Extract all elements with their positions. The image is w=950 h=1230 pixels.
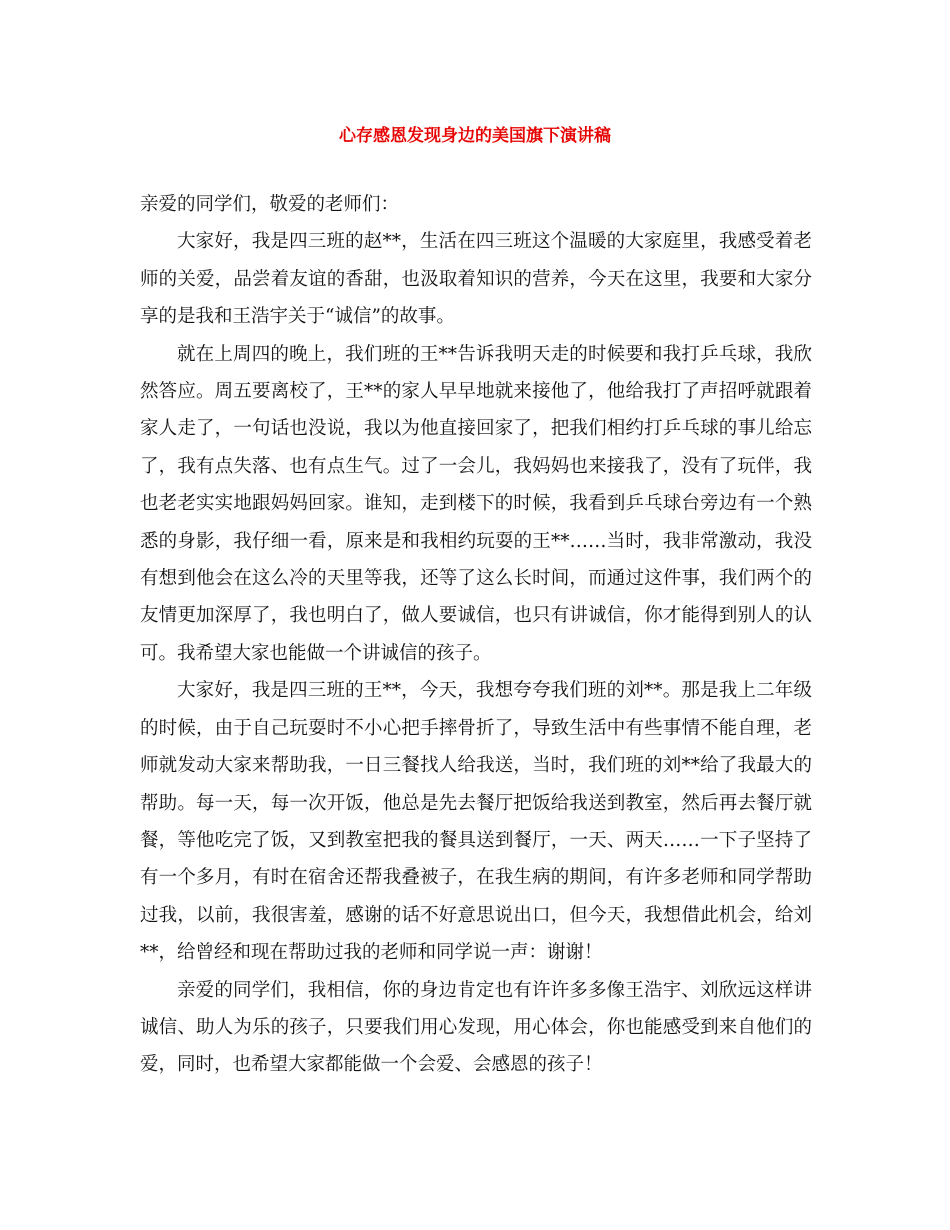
paragraph-intro: 大家好，我是四三班的赵**，生活在四三班这个温暖的大家庭里，我感受着老师的关爱，品尝着友谊的香甜，也汲取着知识的营养，今天在这里，我要和大家分享的是我和王浩宇关于“诚信”的故事。: [140, 231, 812, 328]
document-title: 心存感恩发现身边的美国旗下演讲稿: [339, 126, 611, 146]
document-body: [140, 186, 812, 1084]
paragraph-story-help: 大家好，我是四三班的王**，今天，我想夸夸我们班的刘**。那是我上二年级的时候，由于自己玩耍时不小心把手摔骨折了，导致生活中有些事情不能自理，老师就发动大家来帮助我，一日三餐找人给我送，当时，我们班的刘**给了我最大的帮助。每一天，每一次开饭，他总是先去餐厅把饭给我送到教室，然后再去餐厅就餐，等他吃完了饭，又到教室把我的餐具送到餐厅，一天、两天……一下子坚持了有一个多月，有时在宿舍还帮我叠被子，在我生病的期间，有许多老师和同学帮助过我，以前，我很害羞，感谢的话不好意思说出口，但今天，我想借此机会，给刘**，给曾经和现在帮助过我的老师和同学说一声：谢谢！: [140, 680, 812, 964]
paragraph-story-ping-pong: 就在上周四的晚上，我们班的王**告诉我明天走的时候要和我打乒乓球，我欣然答应。周五要离校了，王**的家人早早地就来接他了，他给我打了声招呼就跟着家人走了，一句话也没说，我以为他直接回家了，把我们相约打乒乓球的事儿给忘了，我有点失落、也有点生气。过了一会儿，我妈妈也来接我了，没有了玩伴，我也老老实实地跟妈妈回家。谁知，走到楼下的时候，我看到乒乓球台旁边有一个熟悉的身影，我仔细一看，原来是和我相约玩耍的王**……当时，我非常激动，我没有想到他会在这么冷的天里等我，还等了这么长时间，而通过这件事，我们两个的友情更加深厚了，我也明白了，做人要诚信，也只有讲诚信，你才能得到别人的认可。我希望大家也能做一个讲诚信的孩子。: [140, 343, 812, 664]
greeting-line: 亲爱的同学们，敬爱的老师们：: [140, 194, 400, 215]
paragraph-closing: 亲爱的同学们，我相信，你的身边肯定也有许许多多像王浩宇、刘欣远这样讲诚信、助人为乐的孩子，只要我们用心发现，用心体会，你也能感受到来自他们的爱，同时，也希望大家都能做一个会爱、会感恩的孩子！: [140, 979, 812, 1076]
